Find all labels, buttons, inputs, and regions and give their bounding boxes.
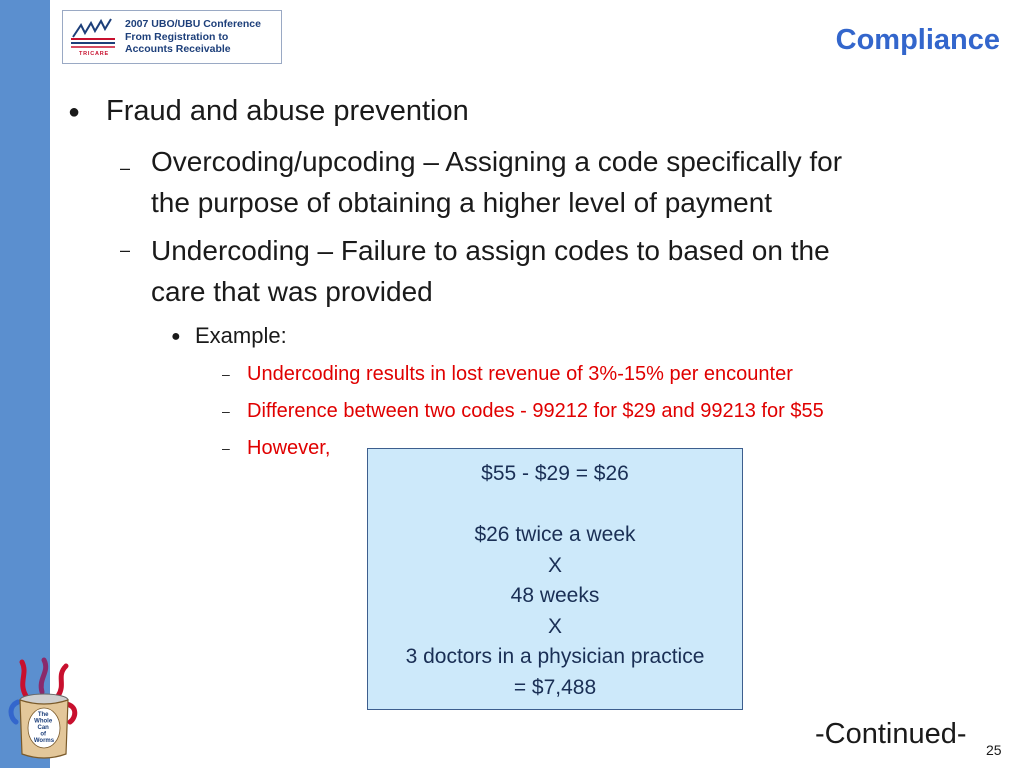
bullet-fraud-prevention: Fraud and abuse prevention <box>106 95 469 127</box>
dash-icon: – <box>222 440 230 456</box>
bullet-undercoding-line-2: care that was provided <box>151 276 433 307</box>
calculation-box <box>367 448 743 710</box>
page-number: 25 <box>986 742 1002 758</box>
mascot-text-line: Worms <box>33 738 55 744</box>
bullet-overcoding-line-1: Overcoding/upcoding – Assigning a code specifically for <box>151 146 843 177</box>
bullet-undercoding-line-1: Undercoding – Failure to assign codes to based on the <box>151 235 830 266</box>
dash-icon: – <box>120 158 131 178</box>
mascot-text-line: The <box>37 712 49 718</box>
mascot-text-line: of <box>40 731 46 738</box>
bullet-overcoding <box>151 141 842 223</box>
conference-logo <box>62 10 282 64</box>
slide-title: Compliance <box>835 24 1000 56</box>
bullet-overcoding-line-2: the purpose of obtaining a higher level of payment <box>151 187 773 218</box>
logo-line-3: Accounts Receivable <box>125 43 231 55</box>
tricare-logo-icon <box>69 17 119 57</box>
left-sidebar-bar <box>0 0 50 768</box>
calc-line: 3 doctors in a physician practice <box>405 645 705 668</box>
calc-line: $55 - $29 = $26 <box>481 462 629 485</box>
dash-icon: – <box>222 403 230 419</box>
bullet-undercoding <box>151 230 830 312</box>
continued-label: -Continued- <box>815 718 967 750</box>
tricare-wordmark: TRICARE <box>78 51 110 57</box>
calc-line: $26 twice a week <box>474 523 636 546</box>
mascot-text-line: Whole <box>34 718 53 725</box>
calc-line <box>368 490 742 521</box>
dash-icon: – <box>222 366 230 382</box>
calc-line: X <box>547 553 562 577</box>
bullet-code-difference: Difference between two codes - 99212 for $29 and 99213 for $55 <box>247 400 824 422</box>
bullet-dot-icon: ● <box>171 328 181 345</box>
bullet-lost-revenue: Undercoding results in lost revenue of 3%-15% per encounter <box>247 363 793 385</box>
can-of-worms-icon <box>4 656 84 764</box>
logo-line-2: From Registration to <box>125 30 229 43</box>
calc-line: X <box>547 614 562 638</box>
mascot-text-line: Can <box>37 725 49 731</box>
bullet-dot-icon: ● <box>68 101 81 123</box>
dash-icon: – <box>120 240 131 260</box>
calc-line: = $7,488 <box>513 675 597 699</box>
logo-line-1: 2007 UBO/UBU Conference <box>125 18 261 30</box>
calc-line: 48 weeks <box>510 584 600 607</box>
bullet-example: Example: <box>195 323 287 348</box>
logo-caption <box>125 18 281 56</box>
bullet-however: However, <box>247 437 331 459</box>
